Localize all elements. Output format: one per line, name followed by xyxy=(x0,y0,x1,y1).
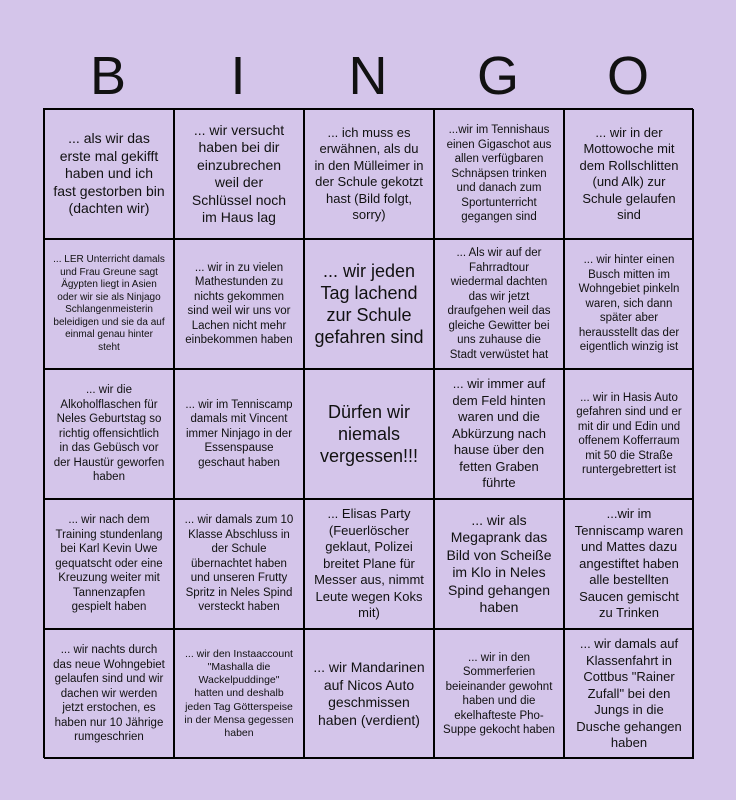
bingo-cell-2-4[interactable] xyxy=(434,239,564,369)
cell-text: ... als wir das erste mal gekifft haben und ich fast gestorben bin (dachten wir) xyxy=(53,130,165,217)
cell-text: ... Elisas Party (Feuerlöscher geklaut, Polizei breitet Plane für Messer aus, nimmt Leute wegen Koks mit) xyxy=(314,506,424,621)
cell-text: ... wir versucht haben bei dir einzubrechen weil der Schlüssel noch im Haus lag xyxy=(191,121,287,225)
title-letter-b: B xyxy=(89,46,127,106)
cell-text: ... ich muss es erwähnen, als du in den Mülleimer in der Schule gekotzt hast (Bild folgt, sorry) xyxy=(314,124,424,222)
bingo-cell-1-1[interactable] xyxy=(44,109,174,239)
title-letter-n: N xyxy=(348,46,388,106)
cell-text: ... wir jeden Tag lachend zur Schule gefahren sind xyxy=(314,261,424,347)
cell-text: ... Als wir auf der Fahrradtour wiedermal dachten das wir jetzt draufgehen weil das gleiche Gewitter bei uns zuhause die Stadt verwüstet hat xyxy=(447,247,551,361)
bingo-cell-1-3[interactable] xyxy=(304,109,434,239)
bingo-cell-3-2[interactable] xyxy=(174,369,304,499)
bingo-cell-3-5[interactable] xyxy=(564,369,694,499)
bingo-cell-5-5[interactable] xyxy=(564,629,694,759)
cell-text: ...wir im Tennishaus einen Gigaschot aus allen verfügbaren Schnäpsen trinken und danach zum Sportunterricht gegangen sind xyxy=(446,124,552,224)
bingo-cell-2-2[interactable] xyxy=(174,239,304,369)
title-letter-o: O xyxy=(606,46,649,106)
cell-text: ... wir den Instaaccount "Mashalla die Wackelpuddinge" hatten und deshalb jeden Tag Götterspeise in der Mensa gegessen haben xyxy=(184,647,294,739)
bingo-cell-5-1[interactable] xyxy=(44,629,174,759)
bingo-cell-4-3[interactable] xyxy=(304,499,434,629)
bingo-cell-2-1[interactable] xyxy=(44,239,174,369)
cell-text: ...wir im Tenniscamp waren und Mattes dazu angestiftet haben alle bestellten Saucen gemischt zu Trinken xyxy=(574,506,684,621)
cell-text: ... wir als Megaprank das Bild von Scheiße im Klo in Neles Spind gehangen haben xyxy=(446,511,552,615)
bingo-cell-3-4[interactable] xyxy=(434,369,564,499)
cell-text: Dürfen wir niemals vergessen!!! xyxy=(319,402,419,466)
title-letter-g: G xyxy=(476,46,519,106)
cell-text: ... wir nach dem Training stundenlang bei Karl Kevin Uwe gequatscht oder eine Kreuzung weiter mit Tannenzapfen gespielt haben xyxy=(55,514,163,614)
bingo-cell-2-3[interactable] xyxy=(304,239,434,369)
cell-text: ... wir hinter einen Busch mitten im Wohngebiet pinkeln waren, sich dann später aber herausstellt das der eigentlich winzig ist xyxy=(578,254,680,354)
cell-text: ... wir nachts durch das neue Wohngebiet gelaufen sind und wir dachen wir werden jetzt erstochen, es haben nur 10 Jährige rumgeschrien xyxy=(53,644,165,744)
cell-text: ... wir damals zum 10 Klasse Abschluss in der Schule übernachtet haben und unseren Frutty Spritz in Neles Spind versteckt haben xyxy=(184,514,294,614)
title-letter-i: I xyxy=(230,46,246,106)
bingo-cell-2-5[interactable] xyxy=(564,239,694,369)
cell-text: ... wir im Tenniscamp damals mit Vincent immer Ninjago in der Essenspause geschaut haben xyxy=(185,398,293,469)
bingo-cell-4-4[interactable] xyxy=(434,499,564,629)
bingo-title xyxy=(43,44,693,108)
cell-text: ... wir immer auf dem Feld hinten waren und die Abkürzung nach hause über den fetten Graben führte xyxy=(452,376,546,491)
bingo-cell-5-3[interactable] xyxy=(304,629,434,759)
bingo-cell-1-5[interactable] xyxy=(564,109,694,239)
cell-text: ... wir in der Mottowoche mit dem Rollschlitten (und Alk) zur Schule gelaufen sind xyxy=(579,124,679,222)
bingo-cell-5-2[interactable] xyxy=(174,629,304,759)
bingo-cell-1-2[interactable] xyxy=(174,109,304,239)
bingo-cell-4-5[interactable] xyxy=(564,499,694,629)
bingo-grid xyxy=(43,108,693,758)
cell-text: ... wir in Hasis Auto gefahren sind und er mit dir und Edin und offenem Kofferraum mit 50 die Straße runtergebrettert ist xyxy=(576,391,682,476)
cell-text: ... wir in zu vielen Mathestunden zu nichts gekommen sind weil wir uns vor Lachen nicht mehr einbekommen haben xyxy=(185,261,293,346)
bingo-cell-3-3[interactable] xyxy=(304,369,434,499)
cell-text: ... LER Unterricht damals und Frau Greune sagt Ägypten liegt in Asien oder wir sie als Ninjago Schlangenmeisterin beleidigen und sie da auf einmal genau hinter steht xyxy=(53,254,165,353)
cell-text: ... wir die Alkoholflaschen für Neles Geburtstag so richtig offensichtlich in das Gebüsch vor der Haustür geworfen haben xyxy=(53,384,165,484)
cell-text: ... wir Mandarinen auf Nicos Auto geschmissen haben (verdient) xyxy=(313,659,425,728)
bingo-cell-3-1[interactable] xyxy=(44,369,174,499)
bingo-cell-4-1[interactable] xyxy=(44,499,174,629)
bingo-cell-4-2[interactable] xyxy=(174,499,304,629)
cell-text: ... wir damals auf Klassenfahrt in Cottbus "Rainer Zufall" bei den Jungs in die Dusche gehangen haben xyxy=(576,636,682,751)
bingo-cell-1-4[interactable] xyxy=(434,109,564,239)
cell-text: ... wir in den Sommerferien beieinander gewohnt haben und die ekelhafteste Pho- Suppe gekocht haben xyxy=(443,651,555,736)
bingo-cell-5-4[interactable] xyxy=(434,629,564,759)
